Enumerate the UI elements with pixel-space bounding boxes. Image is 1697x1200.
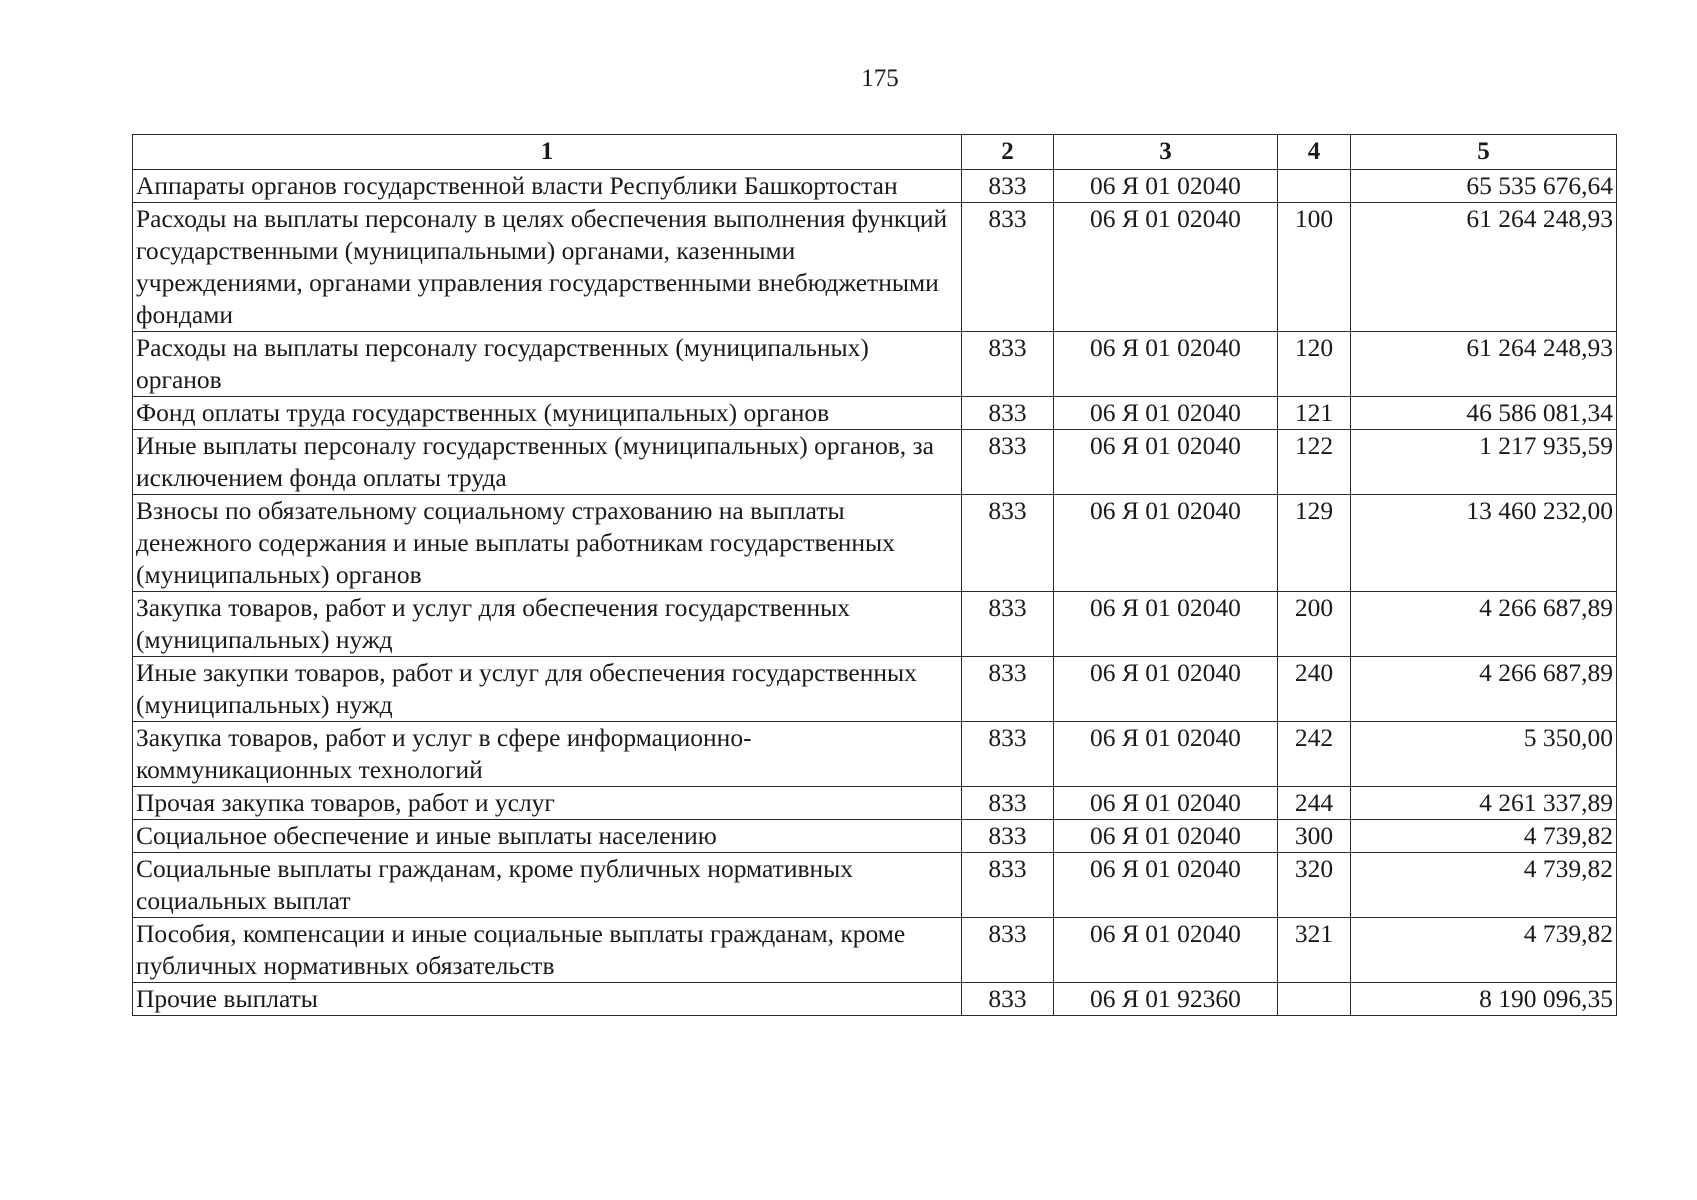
cell-amount: 5 350,00 [1351,722,1617,787]
budget-table-container [132,134,1616,1016]
cell-target-article: 06 Я 01 02040 [1054,397,1278,430]
cell-expense-type: 120 [1278,332,1351,397]
cell-expense-type: 300 [1278,820,1351,853]
cell-amount: 46 586 081,34 [1351,397,1617,430]
cell-amount: 13 460 232,00 [1351,495,1617,592]
cell-ministry-code: 833 [962,820,1054,853]
cell-target-article: 06 Я 01 02040 [1054,332,1278,397]
table-row [133,203,1617,332]
cell-ministry-code: 833 [962,657,1054,722]
cell-target-article: 06 Я 01 02040 [1054,203,1278,332]
cell-target-article: 06 Я 01 02040 [1054,430,1278,495]
table-row [133,918,1617,983]
page-number: 175 [861,65,899,92]
cell-amount: 4 261 337,89 [1351,787,1617,820]
cell-ministry-code: 833 [962,203,1054,332]
column-header-4: 4 [1278,135,1351,170]
cell-expense-type: 320 [1278,853,1351,918]
column-header-2: 2 [962,135,1054,170]
cell-description: Пособия, компенсации и иные социальные выплаты гражданам, кроме публичных нормативных обязательств [133,918,962,983]
cell-target-article: 06 Я 01 02040 [1054,495,1278,592]
cell-description: Прочая закупка товаров, работ и услуг [133,787,962,820]
cell-ministry-code: 833 [962,918,1054,983]
cell-expense-type: 129 [1278,495,1351,592]
cell-expense-type: 242 [1278,722,1351,787]
table-row [133,430,1617,495]
cell-ministry-code: 833 [962,722,1054,787]
cell-amount: 8 190 096,35 [1351,983,1617,1016]
cell-ministry-code: 833 [962,853,1054,918]
cell-description: Расходы на выплаты персоналу в целях обеспечения выполнения функций государственными (муниципальными) органами, казенными учреждениями, органами управления государственными внебюджетными фондами [133,203,962,332]
table-row [133,332,1617,397]
cell-expense-type: 100 [1278,203,1351,332]
table-row [133,657,1617,722]
cell-description: Социальные выплаты гражданам, кроме публичных нормативных социальных выплат [133,853,962,918]
cell-expense-type: 244 [1278,787,1351,820]
cell-ministry-code: 833 [962,495,1054,592]
cell-amount: 61 264 248,93 [1351,332,1617,397]
cell-target-article: 06 Я 01 02040 [1054,170,1278,203]
cell-description: Иные выплаты персоналу государственных (муниципальных) органов, за исключением фонда оплаты труда [133,430,962,495]
cell-target-article: 06 Я 01 02040 [1054,853,1278,918]
table-row [133,853,1617,918]
cell-description: Взносы по обязательному социальному страхованию на выплаты денежного содержания и иные выплаты работникам государственных (муниципальных) органов [133,495,962,592]
cell-target-article: 06 Я 01 02040 [1054,657,1278,722]
cell-description: Аппараты органов государственной власти Республики Башкортостан [133,170,962,203]
cell-description: Социальное обеспечение и иные выплаты населению [133,820,962,853]
table-row [133,983,1617,1016]
cell-description: Прочие выплаты [133,983,962,1016]
table-row [133,820,1617,853]
cell-ministry-code: 833 [962,430,1054,495]
cell-ministry-code: 833 [962,983,1054,1016]
cell-amount: 4 266 687,89 [1351,592,1617,657]
cell-expense-type: 200 [1278,592,1351,657]
budget-table [132,134,1617,1016]
table-row [133,722,1617,787]
cell-description: Закупка товаров, работ и услуг для обеспечения государственных (муниципальных) нужд [133,592,962,657]
cell-amount: 1 217 935,59 [1351,430,1617,495]
cell-target-article: 06 Я 01 92360 [1054,983,1278,1016]
table-header-row [133,135,1617,170]
cell-description: Фонд оплаты труда государственных (муниципальных) органов [133,397,962,430]
cell-expense-type: 121 [1278,397,1351,430]
cell-target-article: 06 Я 01 02040 [1054,592,1278,657]
cell-amount: 4 739,82 [1351,820,1617,853]
cell-expense-type: 321 [1278,918,1351,983]
table-row [133,787,1617,820]
cell-ministry-code: 833 [962,170,1054,203]
cell-amount: 4 739,82 [1351,853,1617,918]
cell-target-article: 06 Я 01 02040 [1054,918,1278,983]
cell-ministry-code: 833 [962,592,1054,657]
cell-expense-type [1278,170,1351,203]
table-row [133,397,1617,430]
cell-amount: 4 266 687,89 [1351,657,1617,722]
cell-expense-type: 240 [1278,657,1351,722]
cell-amount: 4 739,82 [1351,918,1617,983]
cell-ministry-code: 833 [962,397,1054,430]
cell-ministry-code: 833 [962,787,1054,820]
column-header-1: 1 [133,135,962,170]
table-row [133,170,1617,203]
cell-amount: 61 264 248,93 [1351,203,1617,332]
table-row [133,495,1617,592]
cell-description: Закупка товаров, работ и услуг в сфере информационно-коммуникационных технологий [133,722,962,787]
cell-amount: 65 535 676,64 [1351,170,1617,203]
cell-target-article: 06 Я 01 02040 [1054,820,1278,853]
column-header-3: 3 [1054,135,1278,170]
cell-ministry-code: 833 [962,332,1054,397]
cell-target-article: 06 Я 01 02040 [1054,787,1278,820]
column-header-5: 5 [1351,135,1617,170]
cell-target-article: 06 Я 01 02040 [1054,722,1278,787]
cell-description: Расходы на выплаты персоналу государственных (муниципальных) органов [133,332,962,397]
cell-expense-type [1278,983,1351,1016]
cell-expense-type: 122 [1278,430,1351,495]
cell-description: Иные закупки товаров, работ и услуг для обеспечения государственных (муниципальных) нужд [133,657,962,722]
table-row [133,592,1617,657]
